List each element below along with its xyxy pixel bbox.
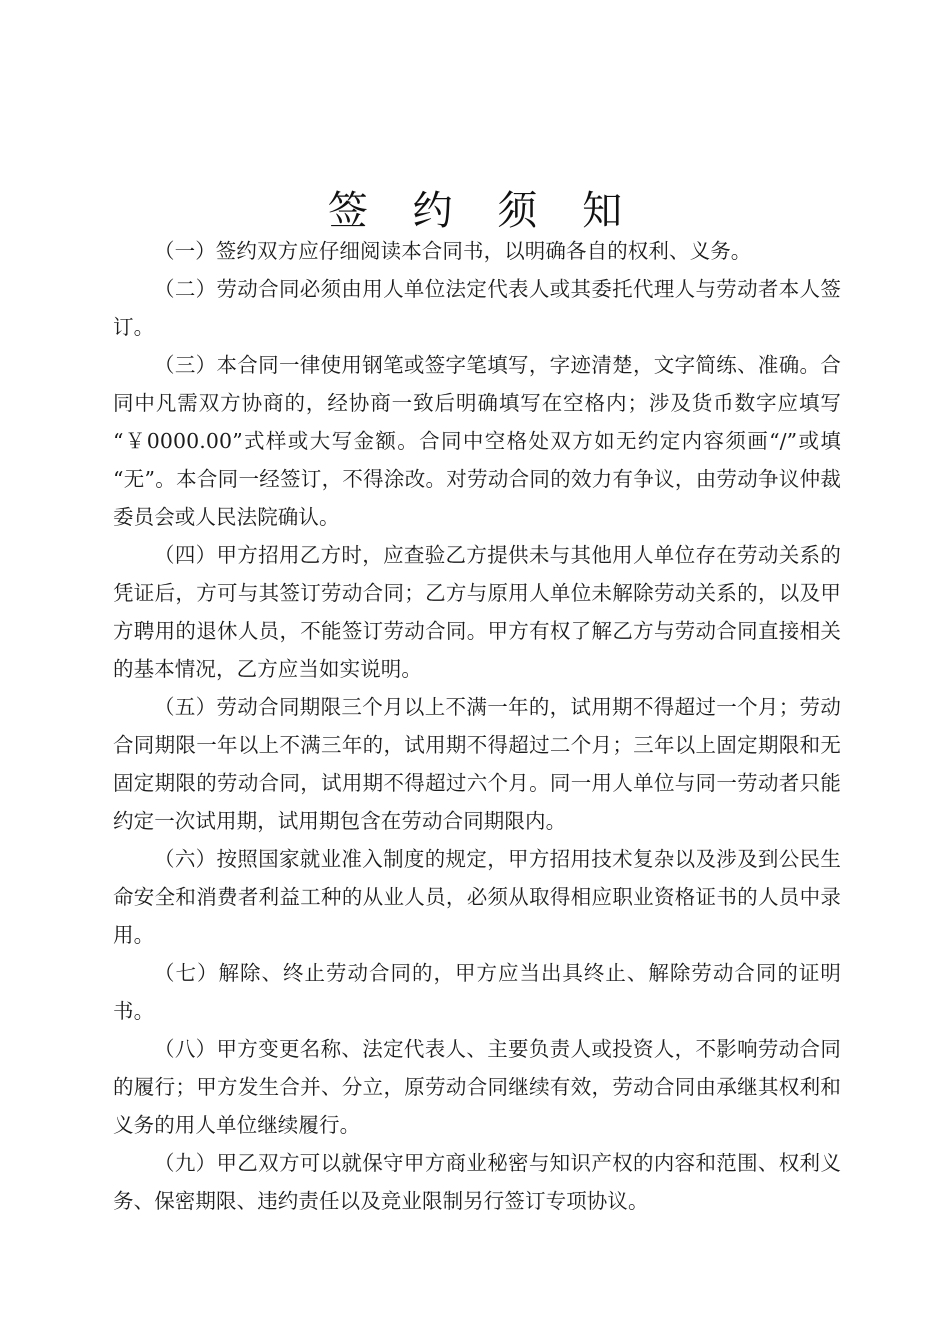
clause-paragraph-3: （三）本合同一律使用钢笔或签字笔填写，字迹清楚，文字简练、准确。合同中凡需双方协商的，经协商一致后明确填写在空格内；涉及货币数字应填写“￥0000.00”式样或大写金额。合同中空格处双方如无约定内容须画“/”或填“无”。本合同一经签订，不得涂改。对劳动合同的效力有争议，由劳动争议仲裁委员会或人民法院确认。 xyxy=(113,353,841,529)
clause-paragraph-5: （五）劳动合同期限三个月以上不满一年的，试用期不得超过一个月；劳动合同期限一年以上不满三年的，试用期不得超过二个月；三年以上固定期限和无固定期限的劳动合同，试用期不得超过六个月。同一用人单位与同一劳动者只能约定一次试用期，试用期包含在劳动合同期限内。 xyxy=(113,695,841,833)
document-body xyxy=(113,232,841,1344)
clause-paragraph-4: （四）甲方招用乙方时，应查验乙方提供未与其他用人单位存在劳动关系的凭证后，方可与其签订劳动合同；乙方与原用人单位未解除劳动关系的，以及甲方聘用的退休人员，不能签订劳动合同。甲方有权了解乙方与劳动合同直接相关的基本情况，乙方应当如实说明。 xyxy=(113,543,841,681)
clause-paragraph-7: （七）解除、终止劳动合同的，甲方应当出具终止、解除劳动合同的证明书。 xyxy=(113,961,841,1023)
clause-paragraph-6: （六）按照国家就业准入制度的规定，甲方招用技术复杂以及涉及到公民生命安全和消费者利益工种的从业人员，必须从取得相应职业资格证书的人员中录用。 xyxy=(113,847,841,947)
clause-paragraph-2: （二）劳动合同必须由用人单位法定代表人或其委托代理人与劳动者本人签订。 xyxy=(113,277,841,339)
page-bottom-whitespace xyxy=(113,1220,841,1344)
page-title: 签 约 须 知 xyxy=(327,187,639,234)
clause-paragraph-1: （一）签约双方应仔细阅读本合同书，以明确各自的权利、义务。 xyxy=(154,239,752,263)
clause-paragraph-9: （九）甲乙双方可以就保守甲方商业秘密与知识产权的内容和范围、权利义务、保密期限、违约责任以及竞业限制另行签订专项协议。 xyxy=(113,1151,841,1213)
clause-paragraph-8: （八）甲方变更名称、法定代表人、主要负责人或投资人，不影响劳动合同的履行；甲方发生合并、分立，原劳动合同继续有效，劳动合同由承继其权利和义务的用人单位继续履行。 xyxy=(113,1037,841,1137)
